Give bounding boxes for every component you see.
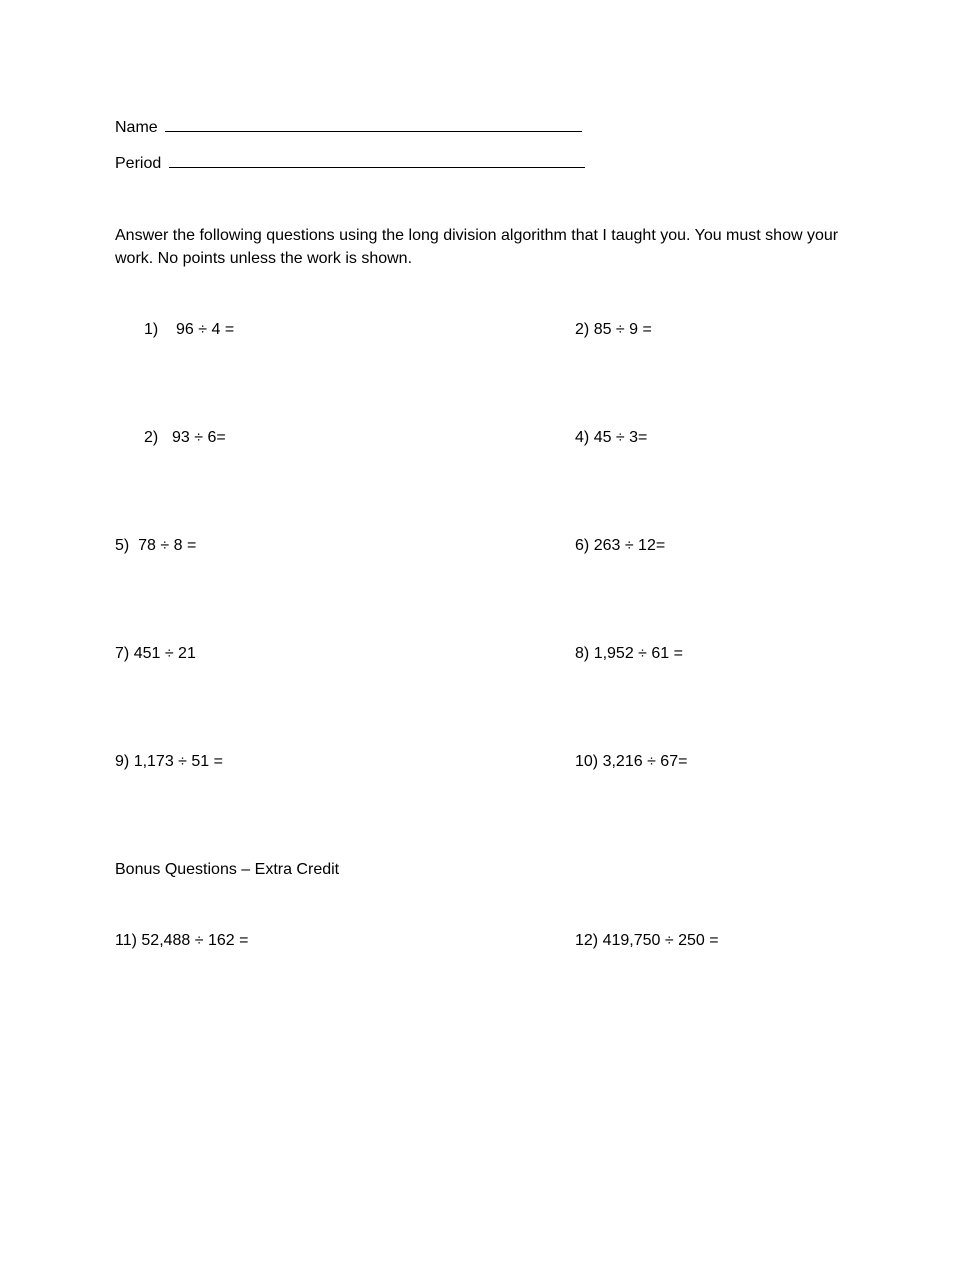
question-number: 12)	[575, 932, 599, 949]
instructions: Answer the following questions using the long division algorithm that I taught you. You must show your work. No points unless the work is shown.	[115, 227, 839, 267]
question-text: 45 ÷ 3=	[593, 429, 648, 446]
question-number: 5)	[115, 537, 130, 554]
question-8	[575, 644, 683, 664]
question-12	[575, 931, 719, 951]
question-text: 263 ÷ 12=	[593, 537, 666, 554]
question-number: 8)	[575, 645, 590, 662]
question-11	[115, 931, 248, 951]
bonus-heading: Bonus Questions – Extra Credit	[115, 861, 340, 878]
question-text: 96 ÷ 4 =	[176, 321, 235, 338]
name-field	[115, 117, 582, 138]
period-field	[115, 153, 585, 174]
question-1	[144, 320, 234, 340]
question-3	[144, 428, 226, 448]
question-text: 451 ÷ 21	[133, 645, 196, 662]
question-9	[115, 752, 223, 772]
question-2	[575, 320, 652, 340]
question-text: 1,952 ÷ 61 =	[593, 645, 683, 662]
question-text: 3,216 ÷ 67=	[602, 753, 688, 770]
question-text: 52,488 ÷ 162 =	[141, 932, 249, 949]
question-number: 6)	[575, 537, 590, 554]
question-number: 10)	[575, 753, 599, 770]
question-text: 78 ÷ 8 =	[138, 537, 197, 554]
question-5	[115, 536, 196, 556]
name-label: Name	[115, 119, 158, 136]
question-4	[575, 428, 647, 448]
question-number: 1)	[144, 321, 159, 338]
question-7	[115, 644, 196, 664]
question-number: 2)	[575, 321, 590, 338]
question-text: 85 ÷ 9 =	[593, 321, 652, 338]
question-10	[575, 752, 687, 772]
question-text: 1,173 ÷ 51 =	[133, 753, 223, 770]
question-number: 7)	[115, 645, 130, 662]
period-label: Period	[115, 155, 162, 172]
question-text: 93 ÷ 6=	[172, 429, 226, 446]
period-blank-line[interactable]	[169, 153, 585, 168]
question-number: 2)	[144, 429, 159, 446]
question-text: 419,750 ÷ 250 =	[602, 932, 719, 949]
question-number: 4)	[575, 429, 590, 446]
question-6	[575, 536, 665, 556]
question-number: 9)	[115, 753, 130, 770]
name-blank-line[interactable]	[165, 117, 582, 132]
question-number: 11)	[115, 932, 137, 949]
